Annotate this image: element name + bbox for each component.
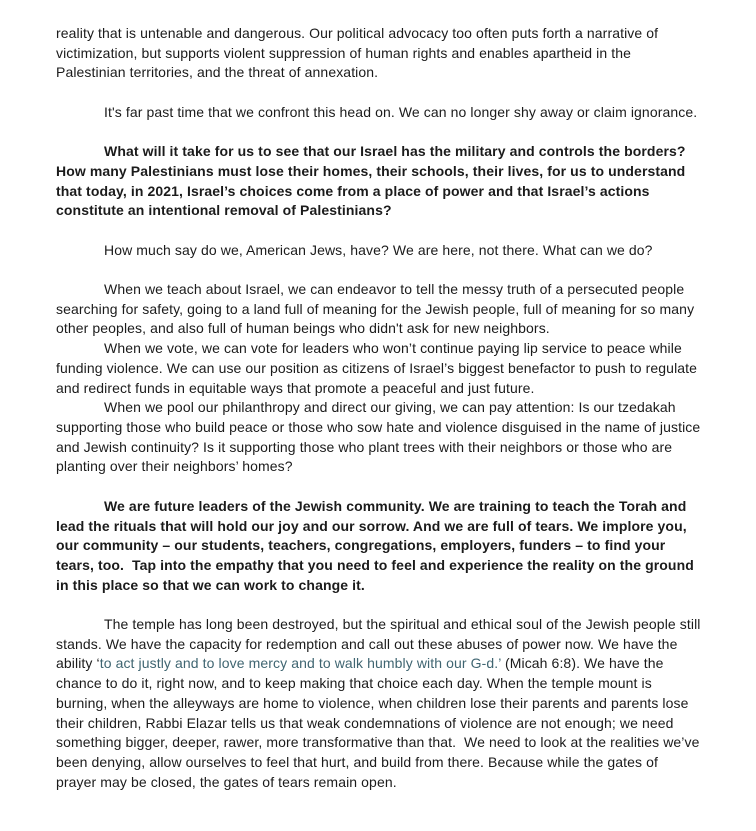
paragraph-text: When we vote, we can vote for leaders who won’t continue paying lip service to peace while funding violence. We can use our position as citizens of Israel’s biggest benefactor to push to regulate and redirect funds in equitable ways that promote a peaceful and just future. <box>56 340 702 396</box>
paragraph <box>56 497 701 596</box>
paragraph <box>56 241 701 261</box>
paragraph-text: When we pool our philanthropy and direct our giving, we can pay attention: Is our tzedakah supporting those who build peace or those who sow hate and violence disguised in the name of justice and Jewish continuity? Is it supporting those who plant trees with their neighbors or those who are planting over their neighbors’ homes? <box>56 399 705 475</box>
paragraph-text: (Micah 6:8). We have the chance to do it, right now, and to keep making that choice each day. When the temple mount is burning, when the alleyways are home to violence, when children lose their parents and parents lose their children, Rabbi Elazar tells us that weak condemnations of violence are not enough; we need something bigger, deeper, rawer, more transformative than that. We need to look at the realities we’ve been denying, allow ourselves to feel that hurt, and build from there. Because while the gates of prayer may be closed, the gates of tears remain open. <box>56 655 704 790</box>
document-body <box>56 24 705 792</box>
paragraph <box>56 280 701 339</box>
scripture-quote-text: to act justly and to love mercy and to walk humbly with our G-d.’ <box>99 655 501 672</box>
paragraph-text: We are future leaders of the Jewish community. We are training to teach the Torah and lead the rituals that will hold our joy and our sorrow. And we are full of tears. We implore you, our community – our students, teachers, congregations, employers, funders – to find your tears, too. Tap into the empathy that you need to feel and experience the reality on the ground in this place so that we can work to change it. <box>56 497 698 593</box>
paragraph-text: When we teach about Israel, we can endeavor to tell the messy truth of a persecuted people searching for safety, going to a land full of meaning for the Jewish people, full of meaning for so many other peoples, and also full of human beings who didn't ask for new neighbors. <box>56 281 699 337</box>
paragraph-text: It's far past time that we confront this head on. We can no longer shy away or claim ignorance. <box>104 103 698 120</box>
paragraph <box>56 142 701 221</box>
paragraph-text: How much say do we, American Jews, have? We are here, not there. What can we do? <box>104 241 653 258</box>
paragraph <box>56 615 705 792</box>
paragraph-text: reality that is untenable and dangerous. Our political advocacy too often puts forth a narrative of victimization, but supports violent suppression of human rights and enables apartheid in the Palestinian territories, and the threat of annexation. <box>56 25 663 81</box>
paragraph <box>56 24 701 83</box>
paragraph-text: The temple has long been destroyed, but the spiritual and ethical soul of the Jewish people still stands. We have the capacity for redemption and call out these abuses of power now. We have the ability ‘ <box>56 616 705 672</box>
paragraph-text: What will it take for us to see that our Israel has the military and controls the borders? How many Palestinians must lose their homes, their schools, their lives, for us to understand that today, in 2021, Israel’s choices come from a place of power and that Israel’s actions constitute an intentional removal of Palestinians? <box>56 143 690 219</box>
paragraph <box>56 339 701 398</box>
paragraph <box>56 398 705 477</box>
paragraph <box>56 103 701 123</box>
